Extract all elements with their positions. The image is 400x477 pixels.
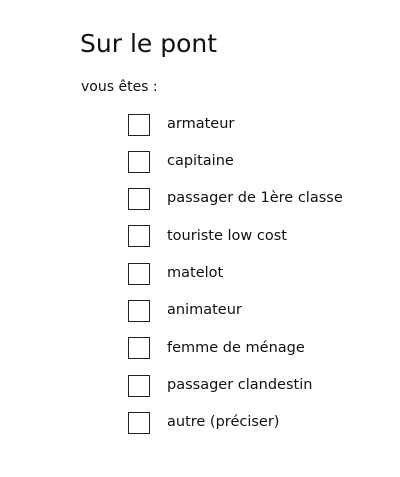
options-list bbox=[128, 112, 343, 448]
checkbox[interactable] bbox=[128, 375, 150, 397]
option-passager-clandestin[interactable] bbox=[128, 373, 343, 398]
checkbox[interactable] bbox=[128, 263, 150, 285]
option-autre[interactable] bbox=[128, 410, 343, 435]
option-label: passager clandestin bbox=[167, 376, 313, 393]
option-label: touriste low cost bbox=[167, 227, 287, 244]
option-label: armateur bbox=[167, 115, 235, 132]
option-label: capitaine bbox=[167, 153, 234, 170]
option-passager-premiere-classe[interactable] bbox=[128, 187, 343, 212]
option-label: autre (préciser) bbox=[167, 414, 280, 431]
option-armateur[interactable] bbox=[128, 112, 343, 137]
checkbox[interactable] bbox=[128, 300, 150, 322]
option-animateur[interactable] bbox=[128, 298, 343, 323]
option-capitaine[interactable] bbox=[128, 149, 343, 174]
checkbox[interactable] bbox=[128, 412, 150, 434]
option-label: passager de 1ère classe bbox=[167, 190, 343, 207]
option-touriste-low-cost[interactable] bbox=[128, 224, 343, 249]
option-label: animateur bbox=[167, 302, 242, 319]
checkbox[interactable] bbox=[128, 151, 150, 173]
checkbox[interactable] bbox=[128, 337, 150, 359]
question-prompt: vous êtes : bbox=[81, 79, 158, 95]
option-femme-de-menage[interactable] bbox=[128, 336, 343, 361]
checkbox[interactable] bbox=[128, 188, 150, 210]
page-title: Sur le pont bbox=[80, 29, 218, 58]
option-label: femme de ménage bbox=[167, 339, 305, 356]
checkbox[interactable] bbox=[128, 114, 150, 136]
checkbox[interactable] bbox=[128, 225, 150, 247]
option-matelot[interactable] bbox=[128, 261, 343, 286]
option-label: matelot bbox=[167, 264, 224, 281]
